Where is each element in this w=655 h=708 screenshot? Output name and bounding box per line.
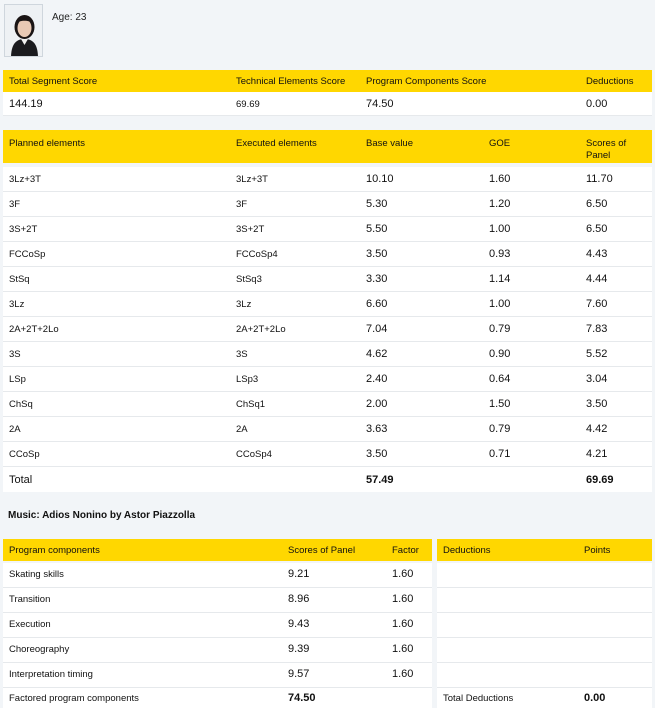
goe-value: 1.00 — [489, 298, 511, 310]
component-name: Interpretation timing — [9, 669, 93, 680]
table-row — [3, 342, 652, 367]
factored-components-value: 74.50 — [288, 692, 316, 704]
goe-value: 0.71 — [489, 448, 511, 460]
component-score: 9.39 — [288, 643, 310, 655]
elements-header — [3, 130, 652, 163]
base-value: 3.30 — [366, 273, 388, 285]
deduction-row — [437, 613, 652, 638]
deductions-value: 0.00 — [586, 98, 608, 110]
panel-score: 7.60 — [586, 298, 608, 310]
executed-element: FCCoSp4 — [236, 249, 278, 260]
base-value: 3.50 — [366, 248, 388, 260]
table-row — [3, 392, 652, 417]
goe-value: 0.64 — [489, 373, 511, 385]
component-factor: 1.60 — [392, 668, 414, 680]
table-row — [3, 217, 652, 242]
executed-element: 3Lz+3T — [236, 174, 268, 185]
component-score: 9.57 — [288, 668, 310, 680]
base-value: 10.10 — [366, 173, 394, 185]
portrait-image — [5, 5, 43, 57]
base-value: 5.50 — [366, 223, 388, 235]
panel-score: 6.50 — [586, 198, 608, 210]
table-row — [3, 613, 432, 638]
base-value: 2.00 — [366, 398, 388, 410]
table-row — [3, 267, 652, 292]
header-scores-of-panel: Scores of Panel — [288, 545, 356, 556]
total-segment-score-value: 144.19 — [9, 98, 43, 110]
total-deductions-label: Total Deductions — [443, 693, 514, 704]
goe-value: 1.20 — [489, 198, 511, 210]
component-name: Choreography — [9, 644, 70, 655]
total-deductions-value: 0.00 — [584, 692, 606, 704]
table-row — [3, 417, 652, 442]
header-technical-elements-score: Technical Elements Score — [236, 76, 346, 87]
goe-value: 1.50 — [489, 398, 511, 410]
header-total-segment-score: Total Segment Score — [9, 76, 98, 87]
technical-elements-score-value: 69.69 — [236, 99, 260, 110]
component-factor: 1.60 — [392, 568, 414, 580]
base-value: 3.50 — [366, 448, 388, 460]
executed-element: ChSq1 — [236, 399, 266, 410]
table-row — [3, 192, 652, 217]
goe-value: 1.14 — [489, 273, 511, 285]
base-value: 7.04 — [366, 323, 388, 335]
component-factor: 1.60 — [392, 643, 414, 655]
planned-element: ChSq — [9, 399, 33, 410]
executed-element: 3S — [236, 349, 248, 360]
component-score: 8.96 — [288, 593, 310, 605]
header-scores-of: Scores of — [586, 138, 627, 149]
planned-element: 2A — [9, 424, 21, 435]
skater-photo — [4, 4, 43, 57]
table-row — [3, 563, 432, 588]
panel-score: 5.52 — [586, 348, 608, 360]
component-factor: 1.60 — [392, 593, 414, 605]
goe-value: 1.60 — [489, 173, 511, 185]
table-row — [3, 638, 432, 663]
component-score: 9.43 — [288, 618, 310, 630]
table-row — [3, 588, 432, 613]
header-program-components: Program components — [9, 545, 100, 556]
component-score: 9.21 — [288, 568, 310, 580]
factored-components-label: Factored program components — [9, 693, 139, 704]
planned-element: 3Lz — [9, 299, 25, 310]
age-label: Age: 23 — [52, 12, 87, 23]
executed-element: 3F — [236, 199, 248, 210]
table-row — [3, 167, 652, 192]
base-value: 6.60 — [366, 298, 388, 310]
total-base-value: 57.49 — [366, 474, 394, 486]
component-name: Transition — [9, 594, 51, 605]
table-row — [3, 663, 432, 688]
panel-score: 4.43 — [586, 248, 608, 260]
total-deductions-row — [437, 688, 652, 708]
planned-element: 3S+2T — [9, 224, 38, 235]
table-row — [3, 242, 652, 267]
panel-score: 4.21 — [586, 448, 608, 460]
deduction-row — [437, 563, 652, 588]
base-value: 2.40 — [366, 373, 388, 385]
executed-element: 2A — [236, 424, 248, 435]
goe-value: 0.90 — [489, 348, 511, 360]
executed-element: LSp3 — [236, 374, 259, 385]
total-panel-score: 69.69 — [586, 474, 614, 486]
base-value: 4.62 — [366, 348, 388, 360]
panel-score: 6.50 — [586, 223, 608, 235]
executed-element: 3S+2T — [236, 224, 265, 235]
total-label: Total — [9, 474, 33, 486]
header-points: Points — [584, 545, 611, 556]
panel-score: 11.70 — [586, 173, 613, 185]
table-row — [3, 292, 652, 317]
deduction-row — [437, 663, 652, 688]
deductions-header — [437, 539, 652, 561]
header-panel: Panel — [586, 150, 611, 161]
header-planned-elements: Planned elements — [9, 138, 86, 149]
header-goe: GOE — [489, 138, 511, 149]
executed-element: CCoSp4 — [236, 449, 272, 460]
planned-element: 3F — [9, 199, 21, 210]
summary-row — [3, 92, 652, 116]
header-deductions: Deductions — [586, 76, 634, 87]
goe-value: 0.79 — [489, 423, 511, 435]
component-factor: 1.60 — [392, 618, 414, 630]
planned-element: CCoSp — [9, 449, 40, 460]
header-program-components-score: Program Components Score — [366, 76, 487, 87]
header-deductions-column: Deductions — [443, 545, 491, 556]
executed-element: StSq3 — [236, 274, 262, 285]
planned-element: 3Lz+3T — [9, 174, 41, 185]
header-factor: Factor — [392, 545, 419, 556]
panel-score: 3.50 — [586, 398, 608, 410]
panel-score: 3.04 — [586, 373, 608, 385]
planned-element: 3S — [9, 349, 21, 360]
factored-components-row — [3, 688, 432, 708]
planned-element: 2A+2T+2Lo — [9, 324, 59, 335]
table-row — [3, 367, 652, 392]
panel-score: 4.42 — [586, 423, 608, 435]
planned-element: LSp — [9, 374, 26, 385]
elements-total-row — [3, 467, 652, 492]
component-name: Execution — [9, 619, 51, 630]
base-value: 5.30 — [366, 198, 388, 210]
deduction-row — [437, 588, 652, 613]
header-base-value: Base value — [366, 138, 414, 149]
table-row — [3, 317, 652, 342]
table-row — [3, 442, 652, 467]
header-executed-elements: Executed elements — [236, 138, 317, 149]
goe-value: 0.79 — [489, 323, 511, 335]
deduction-row — [437, 638, 652, 663]
planned-element: StSq — [9, 274, 30, 285]
component-name: Skating skills — [9, 569, 64, 580]
summary-header — [3, 70, 652, 92]
executed-element: 3Lz — [236, 299, 252, 310]
base-value: 3.63 — [366, 423, 388, 435]
panel-score: 4.44 — [586, 273, 608, 285]
panel-score: 7.83 — [586, 323, 608, 335]
goe-value: 1.00 — [489, 223, 511, 235]
music-title: Music: Adios Nonino by Astor Piazzolla — [8, 510, 196, 521]
planned-element: FCCoSp — [9, 249, 46, 260]
goe-value: 0.93 — [489, 248, 511, 260]
program-components-score-value: 74.50 — [366, 98, 394, 110]
components-header — [3, 539, 432, 561]
executed-element: 2A+2T+2Lo — [236, 324, 286, 335]
